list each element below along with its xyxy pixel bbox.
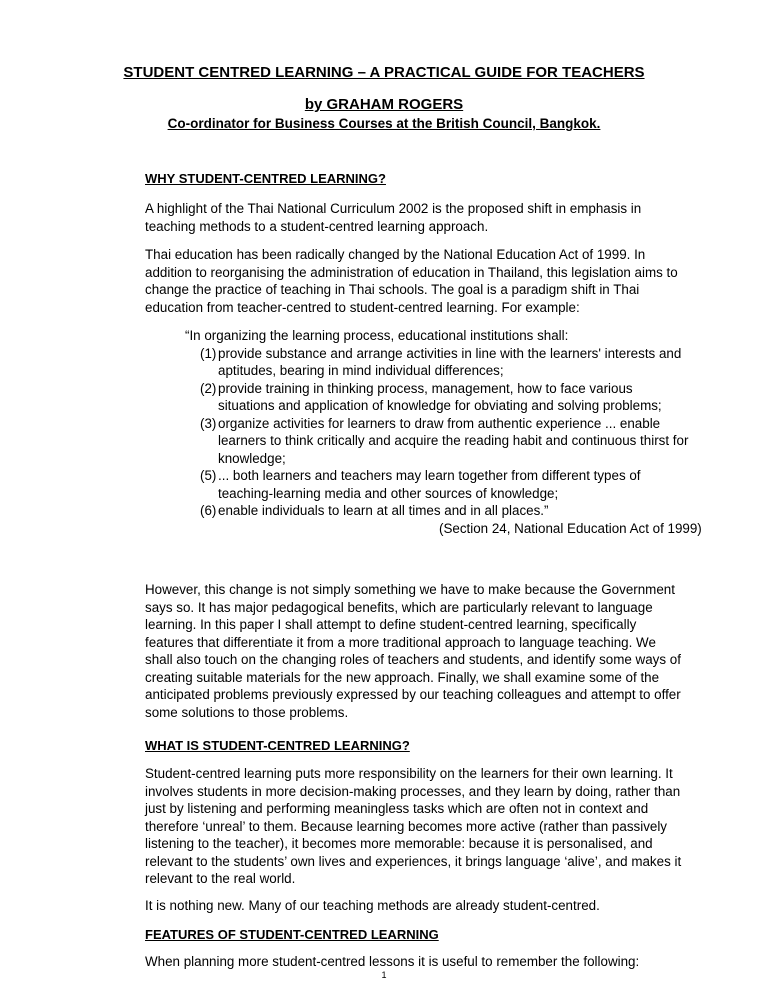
- paragraph: Student-centred learning puts more responsibility on the learners for their own learning. It involves students in more decision-making processes, and they learn by doing, rather than just by listening and performing meaningless tasks which are often not in context and therefore ‘unreal’ to them. Because learning becomes more active (rather than passively listening to the teacher), it becomes more memorable: because it is personalised, and relevant to the students’ own lives and experiences, it brings language ‘alive’, and makes it relevant to the real world.: [145, 766, 682, 886]
- section-heading-why: WHY STUDENT-CENTRED LEARNING?: [145, 171, 386, 186]
- quote-item: (3) organize activities for learners to draw from authentic experience ... enable learners to think critically and acquire the reading habit and continuous thirst for knowledge;: [200, 415, 689, 466]
- page-number: 1: [381, 970, 387, 980]
- document-title: STUDENT CENTRED LEARNING – A PRACTICAL GUIDE FOR TEACHERS: [123, 64, 645, 81]
- document-affiliation: Co-ordinator for Business Courses at the British Council, Bangkok.: [167, 116, 601, 131]
- section-heading-what: WHAT IS STUDENT-CENTRED LEARNING?: [145, 738, 410, 753]
- paragraph: However, this change is not simply something we have to make because the Government says so. It has major pedagogical benefits, which are particularly relevant to language learning. In this paper I shall attempt to define student-centred learning, specifically features that differentiate it from a more traditional approach to language teaching. We shall also touch on the changing roles of teachers and students, and identify some ways of creating suitable materials for the new approach. Finally, we shall examine some of the anticipated problems previously expressed by our teaching colleagues and attempt to offer some solutions to those problems.: [145, 582, 681, 720]
- quote-item: (6) enable individuals to learn at all times and in all places.”: [200, 503, 549, 518]
- paragraph: A highlight of the Thai National Curriculum 2002 is the proposed shift in emphasis in teaching methods to a student-centred learning approach.: [145, 201, 642, 234]
- paragraph: When planning more student-centred lessons it is useful to remember the following:: [145, 954, 640, 969]
- quote-item: (2) provide training in thinking process, management, how to face various situations and application of knowledge for obviating and solving problems;: [200, 380, 662, 413]
- section-heading-features: FEATURES OF STUDENT-CENTRED LEARNING: [145, 927, 439, 942]
- quote-item: (5) ... both learners and teachers may learn together from different types of teaching-learning media and other sources of knowledge;: [200, 468, 641, 501]
- quote-citation: (Section 24, National Education Act of 1999): [439, 520, 702, 536]
- legislation-quote: [185, 327, 702, 537]
- paragraph: It is nothing new. Many of our teaching methods are already student-centred.: [145, 898, 600, 913]
- paragraph: Thai education has been radically changed by the National Education Act of 1999. In addition to reorganising the administration of education in Thailand, this legislation aims to change the practice of teaching in Thai schools. The goal is a paradigm shift in Thai education from teacher-centred to student-centred learning. For example:: [145, 247, 678, 315]
- quote-item: (1) provide substance and arrange activities in line with the learners' interests and aptitudes, bearing in mind individual differences;: [200, 345, 682, 378]
- quote-intro: “In organizing the learning process, educational institutions shall:: [185, 328, 569, 343]
- document-byline: by GRAHAM ROGERS: [304, 96, 464, 113]
